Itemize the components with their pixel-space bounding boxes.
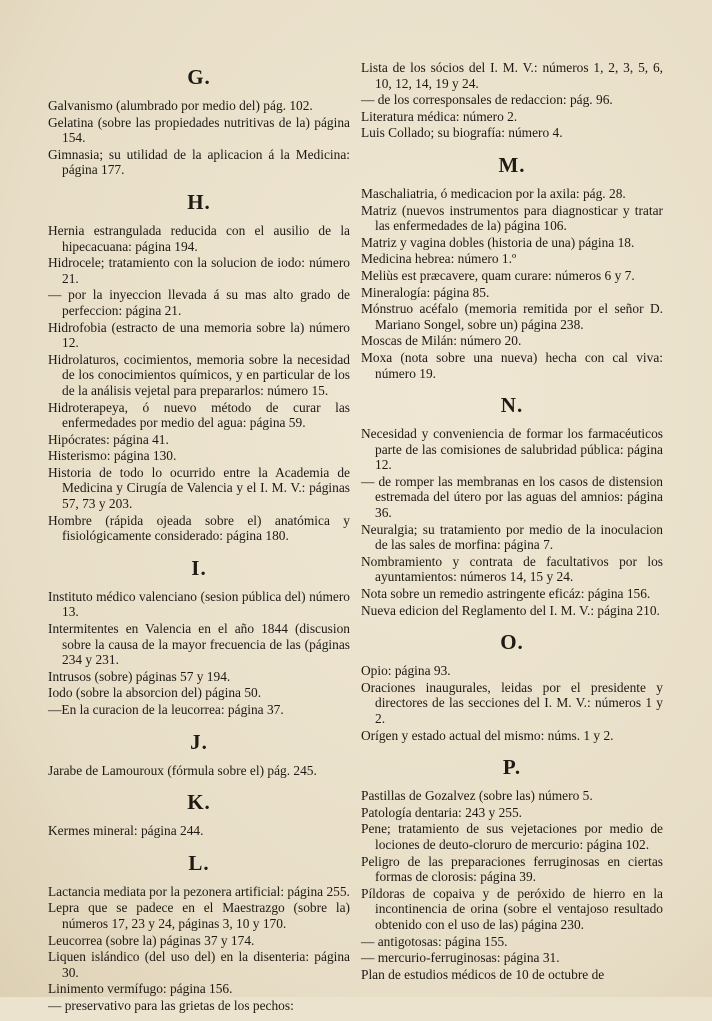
section-letter: M.	[498, 152, 526, 177]
index-entry: Pene; tratamiento de sus vejetaciones por medio de lociones de deuto-cloruro de mercurio: página 102.	[361, 821, 663, 852]
index-entry: Patología dentaria: 243 y 255.	[361, 804, 523, 820]
index-entry: Histerismo: página 130.	[48, 448, 177, 464]
index-entry: Pastillas de Gozalvez (sobre las) número 5.	[361, 788, 593, 804]
index-entry: Opio: página 93.	[361, 663, 451, 679]
index-entry: Kermes mineral: página 244.	[48, 823, 204, 839]
index-entry: Leucorrea (sobre la) páginas 37 y 174.	[48, 932, 255, 948]
index-entry: Hombre (rápida ojeada sobre el) anatómica y fisiológicamente considerado: página 180.	[48, 512, 350, 544]
index-entry: Meliùs est præcavere, quam curare: números 6 y 7.	[361, 267, 635, 283]
index-entry: Hernia estrangulada reducida con el ausilio de la hipecacuana: página 194.	[48, 222, 350, 254]
index-entry: Hidrofobia (estracto de una memoria sobre la) número 12.	[48, 319, 350, 351]
index-entry: Instituto médico valenciano (sesion pública del) número 13.	[48, 588, 350, 620]
index-entry: Gelatina (sobre las propiedades nutritivas de la) página 154.	[48, 114, 350, 146]
section-letter: K.	[187, 790, 211, 815]
index-entry: Orígen y estado actual del mismo: núms. 1 y 2.	[361, 727, 614, 743]
section-gap	[48, 545, 350, 551]
section-letter: N.	[500, 393, 524, 418]
index-entry: — de los corresponsales de redaccion: pág. 96.	[361, 92, 613, 108]
index-entry: Plan de estudios médicos de 10 de octubre de	[361, 966, 605, 982]
index-entry: — preservativo para las grietas de los pechos:	[48, 997, 294, 1013]
index-entry: Oraciones inaugurales, leidas por el presidente y directores de las secciones del I. M. V.: números 1 y 2.	[361, 679, 663, 726]
index-entry: Moscas de Milán: número 20.	[361, 333, 522, 349]
left-column	[48, 60, 350, 1021]
index-entry: Historia de todo lo ocurrido entre la Academia de Medicina y Cirugía de Valencia y el I. M. V.: páginas 57, 73 y 203.	[48, 464, 350, 512]
index-entry: Neuralgia; su tratamiento por medio de la inoculacion de las sales de morfina: página 7.	[361, 521, 663, 553]
index-entry: —En la curacion de la leucorrea: página 37.	[48, 702, 284, 717]
section-letter: I.	[191, 555, 207, 580]
index-entry: Nota sobre un remedio astringente eficáz: página 156.	[361, 586, 651, 602]
index-entry: Iodo (sobre la absorcion del) página 50.	[48, 685, 262, 701]
right-column	[361, 60, 663, 989]
index-entry: Jarabe de Lamouroux (fórmula sobre el) pág. 245.	[48, 762, 317, 778]
index-entry: Lactancia mediata por la pezonera artificial: página 255.	[48, 883, 350, 899]
section-gap	[361, 142, 663, 148]
index-entry: Píldoras de copaiva y de peróxido de hierro en la incontinencia de orina (sobre el ventajoso resultado obtenido con el uso de las) página 230.	[361, 885, 663, 932]
index-entry: Intrusos (sobre) páginas 57 y 194.	[48, 668, 231, 684]
section-gap	[48, 840, 350, 846]
section-gap	[361, 983, 663, 989]
index-entry: Hidrocele; tratamiento con la solucion de iodo: número 21.	[48, 255, 350, 286]
index-entry: Lepra que se padece en el Maestrazgo (sobre la) números 17, 23 y 24, páginas 3, 10 y 170.	[48, 900, 350, 931]
index-entry: Intermitentes en Valencia en el año 1844 (discusion sobre la causa de la mayor frecuencia de las (páginas 234 y 231.	[48, 621, 350, 668]
index-entry: Hidroterapeya, ó nuevo método de curar las enfermedades por medio del agua: página 59.	[48, 399, 350, 431]
index-entry: Peligro de las preparaciones ferruginosas en ciertas formas de clorosis: página 39.	[361, 853, 663, 885]
index-entry: — mercurio-ferruginosas: página 31.	[361, 950, 560, 966]
index-entry: Maschaliatria, ó medicacion por la axila: pág. 28.	[361, 185, 626, 201]
index-entry: Hidrolaturos, cocimientos, memoria sobre la necesidad de los conocimientos químicos, y en particular de los de la análisis vejetal para prepararlos: número 15.	[48, 351, 350, 398]
section-gap	[48, 779, 350, 785]
index-entry: Nueva edicion del Reglamento del I. M. V.: página 210.	[361, 602, 660, 618]
section-letter: H.	[187, 189, 211, 214]
index-entry: Mineralogía: página 85.	[361, 284, 490, 300]
index-entry: — antigotosas: página 155.	[361, 933, 508, 949]
section-gap	[48, 179, 350, 185]
section-gap	[48, 719, 350, 725]
index-entry: Mónstruo acéfalo (memoria remitida por el señor D. Mariano Songel, sobre un) página 238.	[361, 301, 663, 332]
section-letter: G.	[187, 65, 211, 89]
index-entry: Luis Collado; su biografía: número 4.	[361, 125, 563, 141]
index-entry: Necesidad y conveniencia de formar los farmacéuticos parte de las comisiones de salubridad pública: página 12.	[361, 426, 663, 473]
section-gap	[361, 382, 663, 388]
index-entry: Linimento vermífugo: página 156.	[48, 981, 233, 997]
index-entry: Moxa (nota sobre una nueva) hecha con cal viva: número 19.	[361, 349, 663, 381]
index-entry: — por la inyeccion llevada á su mas alto grado de perfeccion: página 21.	[48, 287, 350, 318]
section-letter: L.	[188, 850, 210, 875]
index-entry: Liquen islándico (del uso del) en la disenteria: página 30.	[48, 949, 350, 980]
section-letter: O.	[500, 630, 524, 655]
section-gap	[361, 619, 663, 625]
section-gap	[361, 744, 663, 750]
section-gap	[48, 1015, 350, 1021]
index-entry: Hipócrates: página 41.	[48, 431, 169, 447]
section-letter: P.	[502, 755, 522, 780]
index-entry: Medicina hebrea: número 1.º	[361, 251, 517, 267]
index-entry: Matriz (nuevos instrumentos para diagnosticar y tratar las enfermedades de la) página 106.	[361, 202, 663, 234]
index-entry: Nombramiento y contrata de facultativos por los ayuntamientos: números 14, 15 y 24.	[361, 553, 663, 585]
index-entry: — de romper las membranas en los casos de distension estremada del útero por las aguas del amnios: página 36.	[361, 473, 663, 521]
section-letter: J.	[190, 729, 208, 754]
index-entry: Literatura médica: número 2.	[361, 108, 518, 124]
index-entry: Galvanismo (alumbrado por medio del) pág. 102.	[48, 98, 313, 113]
index-entry: Gimnasia; su utilidad de la aplicacion á la Medicina: página 177.	[48, 146, 350, 178]
index-entry: Lista de los sócios del I. M. V.: números 1, 2, 3, 5, 6, 10, 12, 14, 19 y 24.	[361, 60, 663, 91]
index-entry: Matriz y vagina dobles (historia de una) página 18.	[361, 234, 635, 250]
